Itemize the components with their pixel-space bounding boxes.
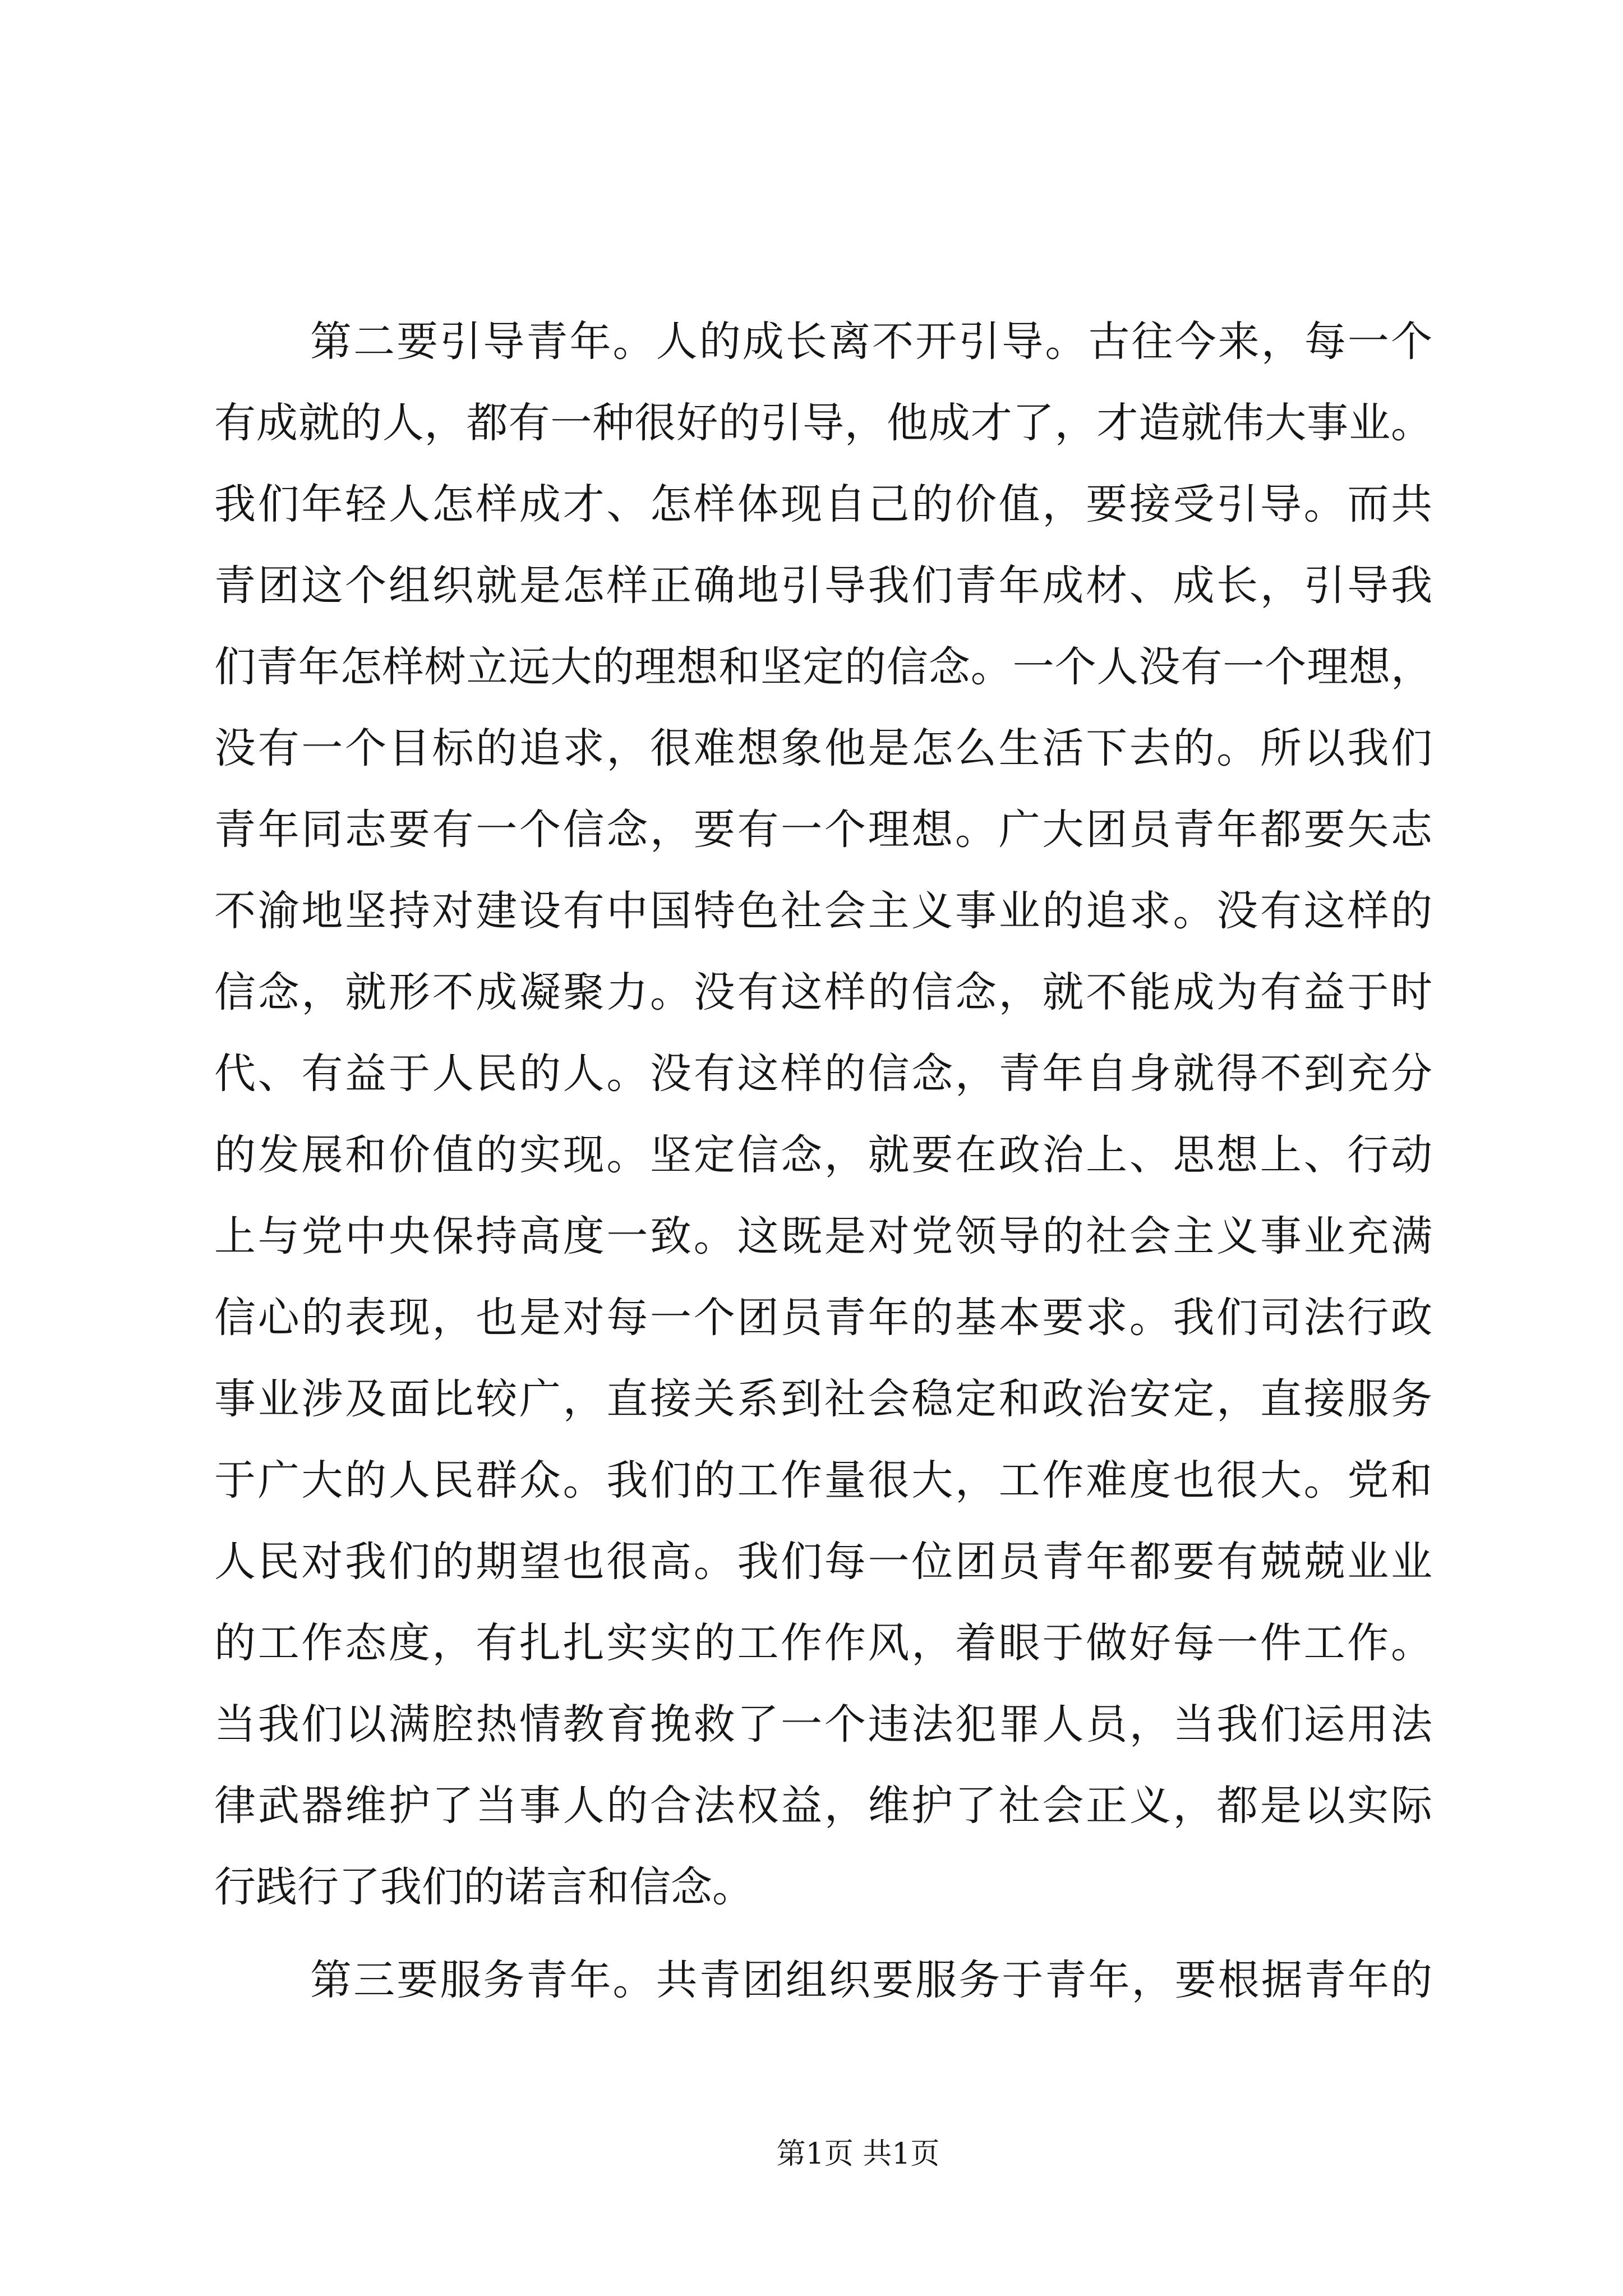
text-line: 第二要引导青年。人的成长离不开引导。古往今来，每一个 — [310, 318, 1432, 366]
text-line: 青年同志要有一个信念，要有一个理想。广大团员青年都要矢志 — [214, 806, 1432, 854]
page-footer: 第1页 共1页 — [776, 2137, 940, 2171]
text-line: 不渝地坚持对建设有中国特色社会主义事业的追求。没有这样的 — [214, 887, 1432, 935]
text-line: 律武器维护了当事人的合法权益，维护了社会正义，都是以实际 — [214, 1782, 1432, 1830]
text-line: 事业涉及面比较广，直接关系到社会稳定和政治安定，直接服务 — [214, 1375, 1432, 1423]
text-line: 的发展和价值的实现。坚定信念，就要在政治上、思想上、行动 — [214, 1131, 1432, 1179]
text-line: 信念，就形不成凝聚力。没有这样的信念，就不能成为有益于时 — [214, 968, 1432, 1016]
text-line: 信心的表现，也是对每一个团员青年的基本要求。我们司法行政 — [214, 1294, 1432, 1342]
text-line: 没有一个目标的追求，很难想象他是怎么生活下去的。所以我们 — [214, 724, 1432, 772]
text-line: 的工作态度，有扎扎实实的工作作风，着眼于做好每一件工作。 — [214, 1619, 1432, 1667]
text-line: 人民对我们的期望也很高。我们每一位团员青年都要有兢兢业业 — [214, 1538, 1432, 1586]
text-line: 我们年轻人怎样成才、怎样体现自己的价值，要接受引导。而共 — [214, 480, 1432, 528]
text-line: 于广大的人民群众。我们的工作量很大，工作难度也很大。党和 — [214, 1456, 1432, 1504]
text-line: 行践行了我们的诺言和信念。 — [214, 1863, 754, 1911]
text-line: 有成就的人，都有一种很好的引导，他成才了，才造就伟大事业。 — [214, 399, 1432, 447]
text-line: 青团这个组织就是怎样正确地引导我们青年成材、成长，引导我 — [214, 562, 1432, 610]
text-line: 第三要服务青年。共青团组织要服务于青年，要根据青年的 — [310, 1956, 1432, 2004]
text-line: 上与党中央保持高度一致。这既是对党领导的社会主义事业充满 — [214, 1212, 1432, 1260]
text-line: 当我们以满腔热情教育挽救了一个违法犯罪人员，当我们运用法 — [214, 1700, 1432, 1749]
text-line: 代、有益于人民的人。没有这样的信念，青年自身就得不到充分 — [214, 1050, 1432, 1098]
text-line: 们青年怎样树立远大的理想和坚定的信念。一个人没有一个理想， — [214, 643, 1432, 691]
